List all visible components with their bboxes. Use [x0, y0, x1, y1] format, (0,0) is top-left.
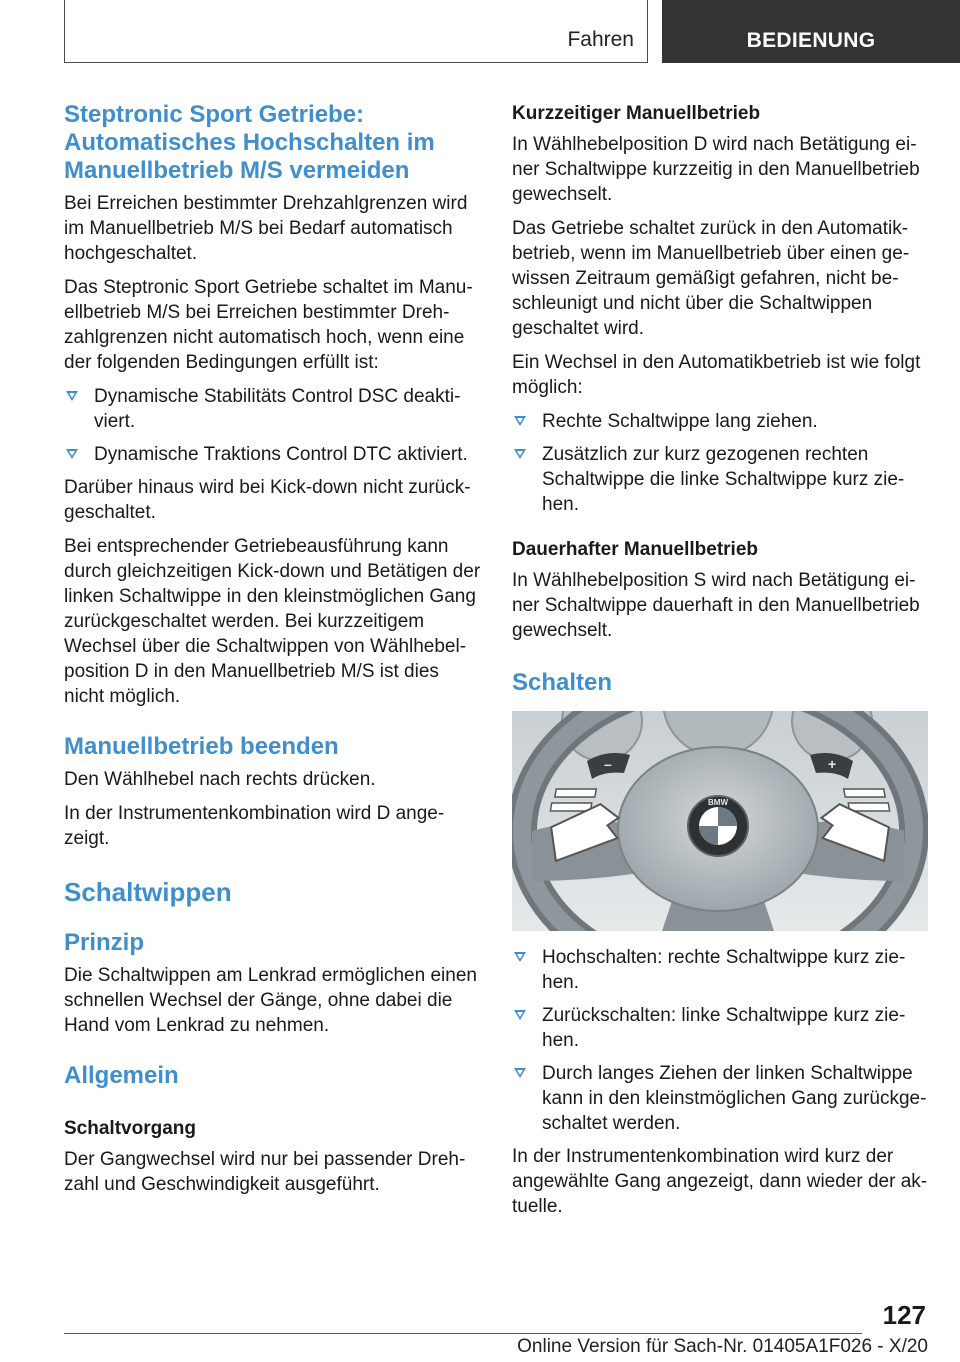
triangle-bullet-icon	[514, 952, 526, 962]
paragraph: In der Instrumentenkombination wird kurz der angewählte Gang angezeigt, dann wieder der aktuelle.	[512, 1146, 928, 1217]
header-chapter-title: BEDIENUNG	[662, 0, 960, 63]
list-item: Hochschalten: rechte Schaltwippe kurz ziehen.	[512, 945, 930, 995]
paragraph: Das Steptronic Sport Getriebe schaltet im Manuellbetrieb M/S bei Erreichen bestimmter Drehzahlgrenzen nicht automatisch hoch, wenn eine der folgenden Bedingungen erfüllt ist:	[64, 277, 473, 373]
heading-schaltwippen: Schaltwippen	[64, 877, 232, 907]
subheading-schaltvorgang: Schaltvorgang	[64, 1118, 196, 1139]
steering-wheel-illustration	[512, 711, 928, 931]
bmw-logo-icon	[688, 796, 748, 856]
heading-allgemein: Allgemein	[64, 1062, 179, 1089]
page-number: 127	[882, 1300, 926, 1330]
footer-divider	[64, 1333, 862, 1334]
paragraph: Ein Wechsel in den Automatikbetrieb ist wie folgt möglich:	[512, 352, 921, 398]
list-item: Zusätzlich zur kurz gezogenen rechten Schaltwippe die linke Schaltwippe kurz ziehen.	[512, 442, 930, 517]
triangle-bullet-icon	[514, 1010, 526, 1020]
paragraph: Bei entsprechender Getriebeausführung kann durch gleichzeitigen Kick-down und Betätigen der linken Schaltwippe in den kleinstmöglichen Gang zurückgeschaltet werden. Bei kurzzeitigem Wechsel über die Schaltwippen von Wählhebelposition D in den Manuellbetrieb M/S ist dies nicht möglich.	[64, 536, 481, 707]
list-item: Dynamische Stabilitäts Control DSC deaktiviert.	[64, 384, 482, 434]
shift-list	[512, 945, 930, 1136]
paragraph: Den Wählhebel nach rechts drücken.	[64, 769, 376, 790]
paragraph: In der Instrumentenkombination wird D angezeigt.	[64, 803, 445, 849]
triangle-bullet-icon	[66, 391, 78, 401]
paragraph: In Wählhebelposition S wird nach Betätigung einer Schaltwippe dauerhaft in den Manuellbetrieb gewechselt.	[512, 570, 920, 641]
header-tab-frame	[64, 0, 648, 63]
heading-steptronic-sport: Steptronic Sport Getriebe: Automatisches Hochschalten im Manuellbetrieb M/S vermeiden	[64, 101, 435, 184]
paragraph: In Wählhebelposition D wird nach Betätigung einer Schaltwippe kurzzeitig in den Manuellbetrieb gewechselt.	[512, 134, 920, 205]
paragraph: Darüber hinaus wird bei Kick-down nicht zurückgeschaltet.	[64, 477, 471, 523]
left-column	[64, 101, 482, 1197]
right-column	[512, 101, 930, 1219]
svg-text:BMW: BMW	[708, 798, 728, 807]
triangle-bullet-icon	[514, 416, 526, 426]
automatic-return-list	[512, 409, 930, 517]
paragraph: Das Getriebe schaltet zurück in den Automatikbetrieb, wenn im Manuellbetrieb über einen gewissen Zeitraum gemäßigt gefahren, nicht beschleunigt und nicht über die Schaltwippen geschaltet wird.	[512, 218, 910, 339]
subheading-dauerhafter-manuellbetrieb: Dauerhafter Manuellbetrieb	[512, 539, 758, 560]
paragraph: Die Schaltwippen am Lenkrad ermöglichen einen schnellen Wechsel der Gänge, ohne dabei die Hand vom Lenkrad zu nehmen.	[64, 965, 477, 1036]
footer-online-version: Online Version für Sach-Nr. 01405A1F026 - X/20	[517, 1336, 928, 1357]
condition-list	[64, 384, 482, 467]
heading-manuellbetrieb-beenden: Manuellbetrieb beenden	[64, 733, 339, 760]
heading-schalten: Schalten	[512, 669, 613, 696]
triangle-bullet-icon	[514, 1068, 526, 1078]
list-item: Dynamische Traktions Control DTC aktiviert.	[64, 442, 482, 467]
steering-wheel-figure	[512, 711, 928, 931]
list-item: Durch langes Ziehen der linken Schaltwippe kann in den kleinstmöglichen Gang zurückgeschaltet werden.	[512, 1061, 930, 1136]
triangle-bullet-icon	[514, 449, 526, 459]
subheading-kurzzeitiger-manuellbetrieb: Kurzzeitiger Manuellbetrieb	[512, 103, 761, 124]
triangle-bullet-icon	[66, 449, 78, 459]
list-item: Zurückschalten: linke Schaltwippe kurz ziehen.	[512, 1003, 930, 1053]
svg-text:–: –	[604, 756, 612, 772]
heading-prinzip: Prinzip	[64, 929, 145, 956]
paragraph: Der Gangwechsel wird nur bei passender Drehzahl und Geschwindigkeit ausgeführt.	[64, 1149, 466, 1195]
svg-text:+: +	[828, 756, 837, 772]
paragraph: Bei Erreichen bestimmter Drehzahlgrenzen wird im Manuellbetrieb M/S bei Bedarf automatisch hochgeschaltet.	[64, 193, 468, 264]
header-section-title: Fahren	[567, 28, 634, 51]
list-item: Rechte Schaltwippe lang ziehen.	[512, 409, 930, 434]
